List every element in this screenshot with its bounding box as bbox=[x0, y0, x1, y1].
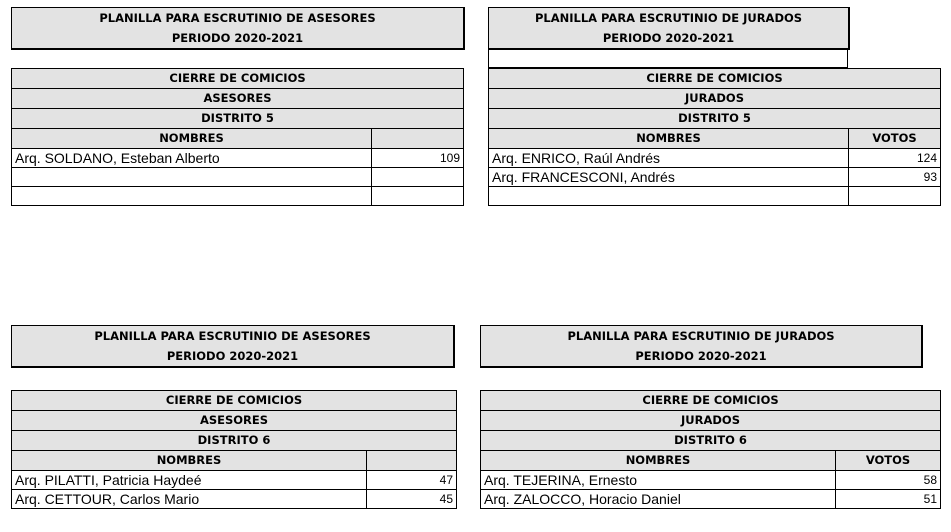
district-label: DISTRITO 6 bbox=[481, 431, 941, 451]
col-header-votes: VOTOS bbox=[836, 451, 941, 471]
blank-cell bbox=[488, 50, 848, 68]
col-header-votes bbox=[367, 451, 457, 471]
category-label: JURADOS bbox=[489, 89, 941, 109]
results-table-jurados-d5 bbox=[488, 68, 941, 206]
close-label: CIERRE DE COMICIOS bbox=[12, 69, 464, 89]
sheet-period: PERIODO 2020-2021 bbox=[171, 31, 304, 45]
table-row bbox=[12, 471, 457, 490]
table-row bbox=[489, 168, 941, 187]
results-table-asesores-d6 bbox=[11, 390, 457, 509]
district-label: DISTRITO 6 bbox=[12, 431, 457, 451]
candidate-name bbox=[12, 168, 372, 187]
table-row bbox=[489, 187, 941, 206]
candidate-name: Arq. FRANCESCONI, Andrés bbox=[489, 168, 849, 187]
vote-count: 45 bbox=[367, 490, 457, 509]
vote-count: 51 bbox=[836, 490, 941, 509]
col-header-names: NOMBRES bbox=[489, 129, 849, 149]
sheet-title: PLANILLA PARA ESCRUTINIO DE ASESORES bbox=[94, 329, 371, 343]
sheet-title: PLANILLA PARA ESCRUTINIO DE JURADOS bbox=[567, 329, 835, 343]
table-row bbox=[12, 187, 464, 206]
vote-count: 124 bbox=[849, 149, 941, 168]
results-table-jurados-d6 bbox=[480, 390, 941, 509]
col-header-names: NOMBRES bbox=[481, 451, 836, 471]
category-label: ASESORES bbox=[12, 411, 457, 431]
vote-count bbox=[372, 168, 464, 187]
vote-count: 47 bbox=[367, 471, 457, 490]
table-row bbox=[481, 471, 941, 490]
title-box-asesores-d6 bbox=[11, 325, 455, 368]
close-label: CIERRE DE COMICIOS bbox=[489, 69, 941, 89]
table-row bbox=[481, 490, 941, 509]
candidate-name bbox=[489, 187, 849, 206]
candidate-name: Arq. ENRICO, Raúl Andrés bbox=[489, 149, 849, 168]
col-header-votes bbox=[372, 129, 464, 149]
close-label: CIERRE DE COMICIOS bbox=[12, 391, 457, 411]
title-box-asesores-d5 bbox=[11, 7, 465, 50]
vote-count: 93 bbox=[849, 168, 941, 187]
sheet-period: PERIODO 2020-2021 bbox=[602, 31, 735, 45]
vote-count bbox=[849, 187, 941, 206]
category-label: ASESORES bbox=[12, 89, 464, 109]
candidate-name: Arq. ZALOCCO, Horacio Daniel bbox=[481, 490, 836, 509]
title-box-jurados-d5 bbox=[488, 7, 850, 50]
district-label: DISTRITO 5 bbox=[12, 109, 464, 129]
candidate-name: Arq. CETTOUR, Carlos Mario bbox=[12, 490, 367, 509]
candidate-name: Arq. SOLDANO, Esteban Alberto bbox=[12, 149, 372, 168]
table-row bbox=[12, 490, 457, 509]
col-header-votes: VOTOS bbox=[849, 129, 941, 149]
col-header-names: NOMBRES bbox=[12, 451, 367, 471]
candidate-name bbox=[12, 187, 372, 206]
sheet-title: PLANILLA PARA ESCRUTINIO DE JURADOS bbox=[534, 11, 803, 25]
title-box-jurados-d6 bbox=[480, 325, 923, 368]
results-table-asesores-d5 bbox=[11, 68, 464, 206]
sheet-period: PERIODO 2020-2021 bbox=[635, 349, 767, 363]
candidate-name: Arq. TEJERINA, Ernesto bbox=[481, 471, 836, 490]
sheet-period: PERIODO 2020-2021 bbox=[166, 349, 299, 363]
vote-count: 109 bbox=[372, 149, 464, 168]
vote-count bbox=[372, 187, 464, 206]
table-row bbox=[12, 149, 464, 168]
vote-count: 58 bbox=[836, 471, 941, 490]
close-label: CIERRE DE COMICIOS bbox=[481, 391, 941, 411]
district-label: DISTRITO 5 bbox=[489, 109, 941, 129]
table-row bbox=[489, 149, 941, 168]
table-row bbox=[12, 168, 464, 187]
candidate-name: Arq. PILATTI, Patricia Haydeé bbox=[12, 471, 367, 490]
col-header-names: NOMBRES bbox=[12, 129, 372, 149]
sheet-title: PLANILLA PARA ESCRUTINIO DE ASESORES bbox=[99, 11, 376, 25]
category-label: JURADOS bbox=[481, 411, 941, 431]
